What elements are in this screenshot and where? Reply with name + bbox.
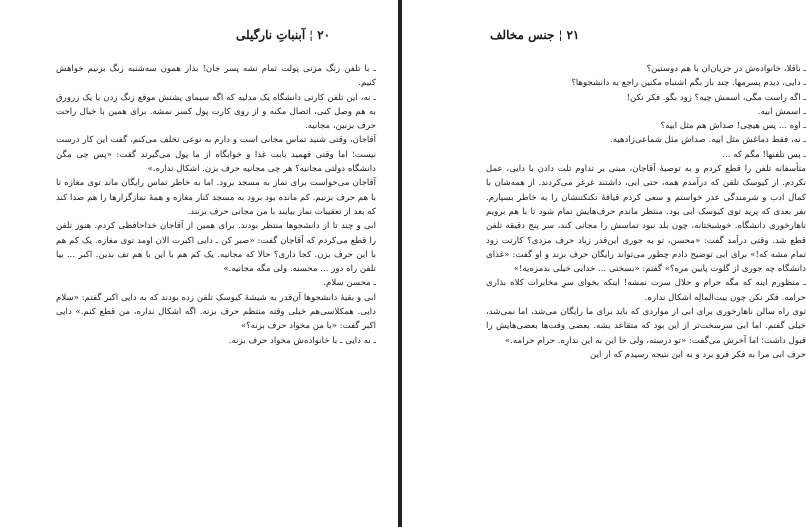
paragraph: ـ نه، این تلفن کارتی دانشگاه یک مدلیه که اگه سیمای پشتش موقع زنگ زدن با یک زرورق به هم وصل کنی، اتصال مکنه و از روی کارت پول کسر نمشه. برای همین با خیال راحت حرف بزنین، مجانیه. <box>56 92 376 132</box>
paragraph: ـ پس تلفنها! مگم که ... <box>722 149 806 160</box>
page-header <box>236 28 330 42</box>
header-separator: ¦ <box>558 28 563 42</box>
paragraph: ـ ناقلا، خانواده‌ش در جریان‌ان با هم دوستین؟ <box>646 64 806 74</box>
page-number: ۲۰ <box>317 28 331 42</box>
left-page <box>0 0 398 527</box>
paragraph: متأسفانه تلفن را قطع کردم و به توصیهٔ آقاجان، مبنی بر تداوم تلت دادن با دایی، عمل نکردم. از کیوسک تلفن که درآمدم همه، حتی ابی، داشتند غرغر می‌کردند. از همه‌شان با کمال ادب و شرمندگی عذر خواستم و سعی کردم قیافهٔ تکنکتنشان را به خاطر بسپارم. نفر بعدی که پرید توی کیوسک ابی بود. منتظر ماندم حرف‌هایش تمام شود تا با هم برویم ناهارخوری دانشگاه. خوشبختانه، چون بلد نبود تماسش را مجانی کند، سر پنج دقیقه تلفن قطع شد. وقتی درآمد گفت: «محسن، تو یه جوری این‌قدر زیاد حرف مزدی؟ کارتت زود تمام مشه که!» برای ابی توضیح دادم چطور می‌تواند رایگان حرف بزند و او گفت: «غذای دانشگاه چه جوری از گلوت پایین مره؟» گفتم: «بسختی ... خدایی خیلی بدمزه‌یه!» <box>486 164 806 275</box>
running-title: جنس مخالف <box>490 28 555 42</box>
page-number: ۲۱ <box>566 28 580 42</box>
paragraph: ابی و بقیهٔ دانشجوها آن‌قدر به شیشهٔ کیوسک تلفن زده بودند که به دایی اکبر گفتم: «سلام دایی. همکلاسی‌هم خیلی وقته منتظم حرف بزنه. اگه اشکال نداره، من قطع کنم.» دایی اکبر گفت: «با من مخواد حرف بزنه؟» <box>56 292 376 332</box>
paragraph: توی راه سالن ناهارخوری برای ابی از مواردی که باید برای ما رایگان می‌شد، اما نمی‌شد، خیلی گفتم. اما ابی سرسخت‌تر از این بود که متقاعد بشه. بعضی وقت‌ها بعضی‌هایش را قبول داشت؛ اما آخرش می‌گفت: «تو درسته، ولی خا این به این ندارِه. حرام حرامه.» <box>486 307 806 346</box>
paragraph: ـ نه، فقط دماغش مثل ابیه. صداش مثل شماعی‌زادهیه. <box>610 135 806 146</box>
paragraph: ـ اسمش ابیه. <box>757 106 806 117</box>
paragraph: ـ اگه راست مگی، اسمش چیه؟ زود بگو. فکر نکن! <box>626 92 806 103</box>
paragraph: حرف ابی مرا به فکر فرو برد و به این نتیجه رسیدم که از این <box>590 349 806 360</box>
paragraph: ـ دایی، دیدم پسرمها. چند بار بگم اشتباه مکنین راجع به دانشجوها؟ <box>571 78 806 89</box>
page-body <box>56 62 376 348</box>
paragraph: ـ اوه ... پس هیچی! صداش هم مثل ابیه؟ <box>660 121 806 132</box>
paragraph: ـ نه دایی ـ با خانواده‌ش مخواد حرف بزنه. <box>228 335 376 346</box>
right-page <box>402 0 806 527</box>
paragraph: آقاجان، وقتی شنید تماس مجانی است و دارم به نوعی تخلف می‌کنم، گفت این کار درست نیست؛ اما وقتی فهمید بابت غذا و خوابگاه از ما پول می‌گیرند گفت: «پس چی مگن دانشگاه دولتی مجانیه؟ هر چی مجانیه حرف بزن. اشکال نداره.» <box>56 135 376 175</box>
paragraph: ـ با تلفن زنگ مزنی پولت تمام نشه پسر جان! بذار همون سه‌شنبه زنگ بزنیم خواهش کنیم. <box>56 64 376 89</box>
paragraph: ـ منظورم اینه که مگه حرام و حلال سرت نمشه! اینکه بخوای سرِ مخابرات کلاه بذاری حرامه. فکر نکن چون بیت‌المالِه اشکال نداره. <box>486 278 806 303</box>
paragraph: ـ محسن سلام. <box>323 278 376 289</box>
running-title: آبنباتِ نارگیلی <box>236 28 306 42</box>
header-separator: ¦ <box>309 28 314 42</box>
page-header <box>490 28 579 42</box>
page-body <box>486 62 806 362</box>
paragraph: آقاجان می‌خواست برای نماز به مسجد برود. اما به خاطر تماس رایگان ماند توی مغازه تا با هم حرف بزنیم. کم مانده بود برود به مسجد کنار مغازه و همهٔ نمازگزارها را هم صدا کند که بعد از تعقیبات نماز بیایند با من مجانی حرف بزنند. <box>56 178 376 217</box>
paragraph: ابی و چند تا از دانشجوها منتظر بودند. برای همین از آقاجان خداحافظی کردم. هنوز تلفن را قطع می‌کردم که آقاجان گفت: «صبر کن ـ دایی اکبرت الان اومد توی مغازه. یک کم هم با این حرف بزن. کجا داری؟ حالا که مجانیه. یک کم هم با این با هم تف بدین. اکبر ... بیا تلفن راه دور ... محسنه. ولی مگه مجانیه.» <box>56 221 376 275</box>
